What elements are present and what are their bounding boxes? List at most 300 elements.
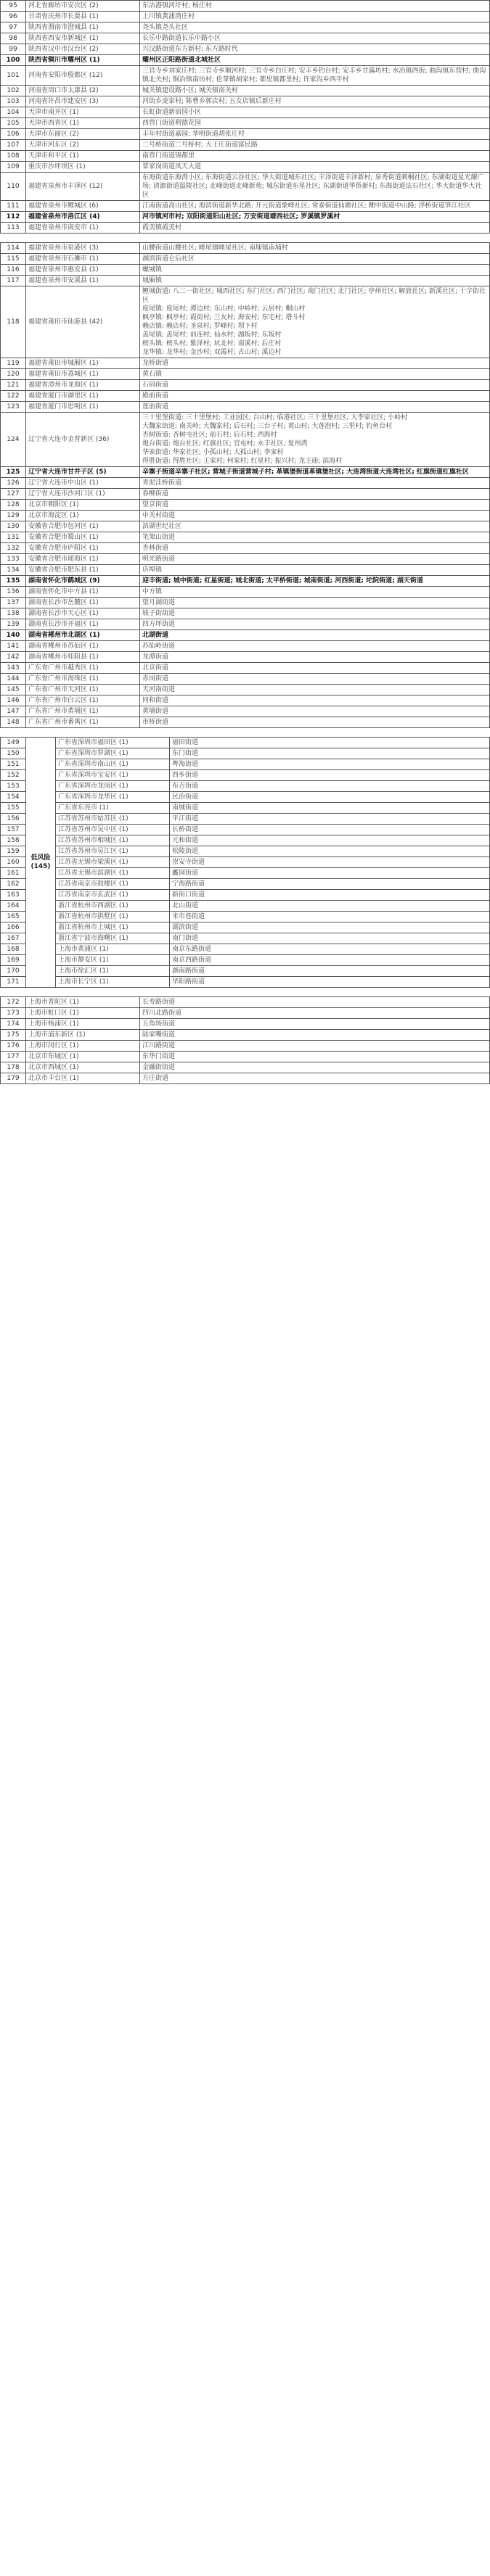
- row-number: 102: [1, 86, 26, 96]
- place-details: 苏仙岭街道: [140, 641, 490, 652]
- area-name: 广东省广州市越秀区 (1): [26, 663, 140, 674]
- row-number: 152: [1, 770, 26, 781]
- place-details: 方庄街道: [140, 1073, 490, 1084]
- row-number: 166: [1, 922, 26, 933]
- area-name: 上海市黄浦区 (1): [56, 944, 170, 955]
- place-details: 五角场街道: [140, 1019, 490, 1030]
- area-name: 江苏省无锡市梁溪区 (1): [56, 857, 170, 868]
- table-row: [1, 630, 490, 641]
- area-name: 浙江省宁波市海曙区 (1): [56, 933, 170, 944]
- table-row: [1, 391, 490, 402]
- row-number: 169: [1, 955, 26, 966]
- table-row: [1, 55, 490, 66]
- area-name: 安徽省合肥市蜀山区 (1): [26, 532, 140, 543]
- area-name: 福建省漳州市龙海区 (1): [26, 380, 140, 391]
- row-number: 114: [1, 243, 26, 254]
- area-name: 安徽省合肥市包河区 (1): [26, 521, 140, 532]
- row-number: 144: [1, 674, 26, 685]
- area-name: 江苏省苏州市吴中区 (1): [56, 825, 170, 835]
- table-row: [1, 1073, 490, 1084]
- place-details: 长桥街道: [170, 825, 490, 835]
- table-row: [1, 706, 490, 717]
- area-name: 广东省深圳市龙岗区 (1): [56, 781, 170, 792]
- area-name: 湖南省长沙市开福区 (1): [26, 619, 140, 630]
- place-details: 耀州区正阳路街道北城社区: [140, 55, 490, 66]
- area-name: 广东省深圳市福田区 (1): [56, 738, 170, 748]
- row-number: 176: [1, 1041, 26, 1052]
- row-number: 106: [1, 129, 26, 140]
- row-number: 136: [1, 587, 26, 598]
- place-details: 北山街道: [170, 901, 490, 912]
- table-row: [1, 467, 490, 478]
- table-row: [1, 402, 490, 413]
- place-details: 南京东路街道: [170, 944, 490, 955]
- place-details: 南城街道: [170, 803, 490, 814]
- row-number: 138: [1, 608, 26, 619]
- area-name: 上海市浦东新区 (1): [26, 1030, 140, 1041]
- place-details: 福田街道: [170, 738, 490, 748]
- area-name: 福建省泉州市石狮市 (1): [26, 254, 140, 265]
- place-details: 天河南街道: [140, 685, 490, 695]
- row-number: 141: [1, 641, 26, 652]
- row-number: 178: [1, 1062, 26, 1073]
- area-name: 福建省泉州市惠安县 (1): [26, 265, 140, 276]
- place-details: 殿前街道: [140, 391, 490, 402]
- table-row: [1, 543, 490, 554]
- table-row: [1, 944, 490, 955]
- table-row: [1, 223, 490, 234]
- row-number: 119: [1, 358, 26, 369]
- place-details: 望京街道: [140, 500, 490, 511]
- area-name: 上海市杨浦区 (1): [26, 1019, 140, 1030]
- table-row: [1, 997, 490, 1008]
- table-row: [1, 554, 490, 565]
- place-details: 城关镇建设路小区; 城关镇南关村: [140, 86, 490, 96]
- table-row: [1, 413, 490, 467]
- area-name: 湖南省怀化市鹤城区 (9): [26, 576, 140, 587]
- place-details: 湖滨街道仑后社区: [140, 254, 490, 265]
- table-row: [1, 868, 490, 879]
- table-row: [1, 66, 490, 86]
- place-details: 中关村街道: [140, 511, 490, 521]
- table-row: [1, 890, 490, 901]
- area-name: 广东省广州市番禺区 (1): [26, 717, 140, 728]
- row-number: 161: [1, 868, 26, 879]
- place-details: 店埠镇: [140, 565, 490, 576]
- place-details: 元和街道: [170, 835, 490, 846]
- area-name: 辽宁省大连市中山区 (1): [26, 478, 140, 489]
- row-number: 168: [1, 944, 26, 955]
- row-number: 99: [1, 44, 26, 55]
- table-row: [1, 685, 490, 695]
- area-name: 江苏省南京市玄武区 (1): [56, 890, 170, 901]
- area-name: 福建省泉州市鲤城区 (6): [26, 201, 140, 212]
- place-details: 东华门街道: [140, 1052, 490, 1062]
- place-details: 黄石镇: [140, 369, 490, 380]
- place-details: 东沽港镇河圩村; 杨庄村: [140, 1, 490, 12]
- area-name: 重庆市沙坪坝区 (1): [26, 162, 140, 173]
- area-name: 广东省深圳市罗湖区 (1): [56, 748, 170, 759]
- risk-table: [0, 737, 490, 988]
- table-row: [1, 511, 490, 521]
- area-name: 湖南省郴州市北湖区 (1): [26, 630, 140, 641]
- place-details: 辛寨子街道辛寨子社区; 营城子街道营城子村; 革镇堡街道革镇堡社区; 大连湾街道大连湾社区; 红旗街道红旗社区: [140, 467, 490, 478]
- place-details: 覃家岗街道凤天大道: [140, 162, 490, 173]
- table-row: [1, 977, 490, 988]
- table-row: [1, 674, 490, 685]
- row-number: 163: [1, 890, 26, 901]
- area-name: 北京市西城区 (1): [26, 1062, 140, 1073]
- row-number: 96: [1, 12, 26, 22]
- table-row: [1, 22, 490, 33]
- table-row: [1, 254, 490, 265]
- table-row: [1, 759, 490, 770]
- area-name: 安徽省合肥市肥东县 (1): [26, 565, 140, 576]
- area-name: 陕西省渭南市澄城县 (1): [26, 22, 140, 33]
- area-name: 湖南省郴州市苏仙区 (1): [26, 641, 140, 652]
- place-details: 中方镇: [140, 587, 490, 598]
- area-name: 江苏省苏州市姑苏区 (1): [56, 814, 170, 825]
- place-details: 兴汉路街道东方新村; 东方路时代: [140, 44, 490, 55]
- table-row: [1, 369, 490, 380]
- row-number: 127: [1, 489, 26, 500]
- area-name: 北京市东城区 (1): [26, 1052, 140, 1062]
- table-row: [1, 933, 490, 944]
- row-number: 173: [1, 1008, 26, 1019]
- area-name: 浙江省杭州市拱墅区 (1): [56, 912, 170, 922]
- table-row: [1, 792, 490, 803]
- area-name: 湖南省怀化市中方县 (1): [26, 587, 140, 598]
- row-number: 108: [1, 151, 26, 162]
- row-number: 149: [1, 738, 26, 748]
- row-number: 177: [1, 1052, 26, 1062]
- place-details: 龙潭街道: [140, 652, 490, 663]
- place-details: 望月湖街道: [140, 598, 490, 608]
- place-details: 新街口街道: [170, 890, 490, 901]
- row-number: 164: [1, 901, 26, 912]
- area-name: 上海市普陀区 (1): [26, 997, 140, 1008]
- place-details: 杏林街道: [140, 543, 490, 554]
- place-details: 三十里堡街道: 三十里堡村; 工业园区; 台山村; 临港社区; 三十里堡社区; 大李家社区; 小岭村 大魏家街道: 南关岭; 大魏家村; 后石村; 三台子村; 黄山村; 大莲泡村; 三里村; 钓鱼台村 杏树街道: 杏树屯社区; 前石村; 后石村; 西海村 炮台街道: 炮台社区; 红旗社区; 官屯村; 永丰社区; 复州湾 华家街道: 华家社区; 小孤山村; 大孤山村; 李家村 得胜街道: 得胜社区; 王家村; 何家村; 红星村; 振兴村; 龙王庙; 滨海村: [140, 413, 490, 467]
- row-number: 154: [1, 792, 26, 803]
- row-number: 162: [1, 879, 26, 890]
- table-row: [1, 140, 490, 151]
- row-number: 122: [1, 391, 26, 402]
- row-number: 124: [1, 413, 26, 467]
- risk-table: [0, 0, 490, 234]
- area-name: 天津市和平区 (1): [26, 151, 140, 162]
- table-row: [1, 598, 490, 608]
- place-details: 三官寺乡刘家庄村; 三官寺乡顺河村; 三官寺乡白庄村; 安丰乡钓台村; 安丰乡甘露坊村; 水冶镇西街; 曲沟镇东营村; 曲沟镇北关村; 铜冶镇南坊村; 伦掌镇胡家村; 都里镇都里村; 许家沟乡西平村: [140, 66, 490, 86]
- area-name: 广东省深圳市南山区 (1): [56, 759, 170, 770]
- row-number: 158: [1, 835, 26, 846]
- place-details: 北湖街道: [140, 630, 490, 641]
- area-name: 上海市虹口区 (1): [26, 1008, 140, 1019]
- table-row: [1, 151, 490, 162]
- table-row: [1, 695, 490, 706]
- place-details: 二号桥街道二号桥村; 大王庄街道富民路: [140, 140, 490, 151]
- row-number: 160: [1, 857, 26, 868]
- table-row: [1, 276, 490, 286]
- area-name: 北京市丰台区 (1): [26, 1073, 140, 1084]
- place-details: 湖滨街道: [170, 922, 490, 933]
- area-name: 福建省莆田市荔城区 (1): [26, 369, 140, 380]
- table-row: [1, 286, 490, 358]
- row-number: 125: [1, 467, 26, 478]
- table-row: [1, 129, 490, 140]
- table-row: [1, 955, 490, 966]
- place-details: 石码街道: [140, 380, 490, 391]
- place-details: 河街乡庞家村; 陈曹乡郭店村; 五女店镇后新庄村: [140, 96, 490, 107]
- row-number: 130: [1, 521, 26, 532]
- place-details: 崇安寺街道: [170, 857, 490, 868]
- place-details: 四川北路街道: [140, 1008, 490, 1019]
- area-name: 福建省泉州市南安市 (1): [26, 223, 140, 234]
- table-row: [1, 803, 490, 814]
- row-number: 97: [1, 22, 26, 33]
- place-details: 西乡街道: [170, 770, 490, 781]
- table-row: [1, 86, 490, 96]
- area-name: 湖南省长沙市岳麓区 (1): [26, 598, 140, 608]
- area-name: 广东省广州市天河区 (1): [26, 685, 140, 695]
- place-details: 东海街道东海湾小区; 东海街道云谷社区; 华大街道城东社区; 丰泽街道丰泽新村; 泉秀街道刺桐社区; 东湖街道星光耀广场; 清源街道温陵社区; 北峰街道北峰新苑; 城东街道东星社区; 东湖街道华侨新村; 东海街道法石社区; 华大街道华大社区: [140, 173, 490, 201]
- table-row: [1, 781, 490, 792]
- area-name: 福建省泉州市安溪县 (1): [26, 276, 140, 286]
- table-row: [1, 44, 490, 55]
- place-details: 迎丰街道; 城中街道; 红星街道; 城北街道; 太平桥街道; 城南街道; 河西街道; 坨院街道; 湖天街道: [140, 576, 490, 587]
- row-number: 137: [1, 598, 26, 608]
- place-details: 湖南路街道: [170, 966, 490, 977]
- place-details: 上川镇黄浦湾庄村: [140, 12, 490, 22]
- table-row: [1, 576, 490, 587]
- row-number: 128: [1, 500, 26, 511]
- row-number: 148: [1, 717, 26, 728]
- area-name: 辽宁省大连市金普新区 (36): [26, 413, 140, 467]
- area-name: 湖南省郴州市桂阳县 (1): [26, 652, 140, 663]
- row-number: 131: [1, 532, 26, 543]
- table-row: [1, 173, 490, 201]
- place-details: 西营门街道利德花园: [140, 118, 490, 129]
- area-name: 广东省深圳市宝安区 (1): [56, 770, 170, 781]
- place-details: 市桥街道: [140, 717, 490, 728]
- area-name: 江苏省苏州市相城区 (1): [56, 835, 170, 846]
- place-details: 江川路街道: [140, 1041, 490, 1052]
- table-row: [1, 1, 490, 12]
- row-number: 146: [1, 695, 26, 706]
- table-row: [1, 521, 490, 532]
- area-name: 福建省泉州市泉港区 (3): [26, 243, 140, 254]
- table-row: [1, 608, 490, 619]
- place-details: 四方坪街道: [140, 619, 490, 630]
- place-details: 民治街道: [170, 792, 490, 803]
- area-name: 福建省莆田市城厢区 (1): [26, 358, 140, 369]
- section-gap: [0, 234, 490, 242]
- place-details: 东门街道: [170, 748, 490, 759]
- place-details: 青泥洼桥街道: [140, 478, 490, 489]
- place-details: 春柳街道: [140, 489, 490, 500]
- table-row: [1, 500, 490, 511]
- row-number: 95: [1, 1, 26, 12]
- table-row: [1, 118, 490, 129]
- table-row: [1, 652, 490, 663]
- row-number: 155: [1, 803, 26, 814]
- table-row: [1, 770, 490, 781]
- table-row: [1, 12, 490, 22]
- place-details: 粤海街道: [170, 759, 490, 770]
- risk-area-list: [0, 0, 490, 1084]
- area-name: 河北省廊坊市安次区 (2): [26, 1, 140, 12]
- place-details: 螺城镇: [140, 265, 490, 276]
- table-row: [1, 1019, 490, 1030]
- row-number: 139: [1, 619, 26, 630]
- row-number: 175: [1, 1030, 26, 1041]
- area-name: 广东省广州市海珠区 (1): [26, 674, 140, 685]
- area-name: 福建省泉州市丰泽区 (12): [26, 173, 140, 201]
- table-row: [1, 825, 490, 835]
- row-number: 170: [1, 966, 26, 977]
- place-details: 长寿路街道: [140, 997, 490, 1008]
- table-row: [1, 857, 490, 868]
- row-number: 104: [1, 107, 26, 118]
- area-name: 广东省东莞市 (1): [56, 803, 170, 814]
- area-name: 北京市海淀区 (1): [26, 511, 140, 521]
- table-row: [1, 1062, 490, 1073]
- table-row: [1, 33, 490, 44]
- area-name: 安徽省合肥市庐阳区 (1): [26, 543, 140, 554]
- place-details: 长虹街道新宿园小区: [140, 107, 490, 118]
- area-name: 上海市闵行区 (1): [26, 1041, 140, 1052]
- table-row: [1, 738, 490, 748]
- table-row: [1, 489, 490, 500]
- row-number: 110: [1, 173, 26, 201]
- row-number: 171: [1, 977, 26, 988]
- place-details: 金融街街道: [140, 1062, 490, 1073]
- area-name: 上海市徐汇区 (1): [56, 966, 170, 977]
- table-row: [1, 922, 490, 933]
- area-name: 河南省周口市太康县 (2): [26, 86, 140, 96]
- place-details: 江南街道高山社区; 海滨街道新华北路; 开元街道象峰社区; 常泰街道仙塘社区; 鲤中街道中山路; 浮桥街道笋江社区: [140, 201, 490, 212]
- place-details: 平江街道: [170, 814, 490, 825]
- table-row: [1, 879, 490, 890]
- row-number: 116: [1, 265, 26, 276]
- row-number: 121: [1, 380, 26, 391]
- area-name: 江苏省无锡市滨湖区 (1): [56, 868, 170, 879]
- place-details: 蠡园街道: [170, 868, 490, 879]
- row-number: 133: [1, 554, 26, 565]
- place-details: 北京街道: [140, 663, 490, 674]
- row-number: 167: [1, 933, 26, 944]
- area-name: 安徽省合肥市瑶海区 (1): [26, 554, 140, 565]
- area-name: 天津市南开区 (1): [26, 107, 140, 118]
- area-name: 陕西省铜川市耀州区 (1): [26, 55, 140, 66]
- place-details: 笔架山街道: [140, 532, 490, 543]
- area-name: 河南省许昌市建安区 (3): [26, 96, 140, 107]
- table-row: [1, 663, 490, 674]
- row-number: 151: [1, 759, 26, 770]
- section-gap: [0, 988, 490, 996]
- area-name: 福建省泉州市洛江区 (4): [26, 212, 140, 223]
- table-row: [1, 201, 490, 212]
- table-row: [1, 243, 490, 254]
- table-row: [1, 358, 490, 369]
- row-number: 112: [1, 212, 26, 223]
- area-name: 江苏省南京市鼓楼区 (1): [56, 879, 170, 890]
- area-name: 福建省厦门市湖里区 (1): [26, 391, 140, 402]
- area-name: 辽宁省大连市甘井子区 (5): [26, 467, 140, 478]
- table-row: [1, 619, 490, 630]
- place-details: 滨湖世纪社区: [140, 521, 490, 532]
- area-name: 广东省广州市黄埔区 (1): [26, 706, 140, 717]
- place-details: 南营门街道锦都里: [140, 151, 490, 162]
- table-row: [1, 587, 490, 598]
- area-name: 上海市静安区 (1): [56, 955, 170, 966]
- table-row: [1, 814, 490, 825]
- table-row: [1, 912, 490, 922]
- area-name: 北京市朝阳区 (1): [26, 500, 140, 511]
- row-number: 153: [1, 781, 26, 792]
- row-number: 109: [1, 162, 26, 173]
- place-details: 布吉街道: [170, 781, 490, 792]
- row-number: 156: [1, 814, 26, 825]
- table-row: [1, 1030, 490, 1041]
- place-details: 明光路街道: [140, 554, 490, 565]
- table-row: [1, 1008, 490, 1019]
- table-row: [1, 641, 490, 652]
- area-name: 福建省莆田市仙游县 (42): [26, 286, 140, 358]
- place-details: 宁海路街道: [170, 879, 490, 890]
- row-number: 117: [1, 276, 26, 286]
- place-details: 米市巷街道: [170, 912, 490, 922]
- row-number: 126: [1, 478, 26, 489]
- place-details: 华阳路街道: [170, 977, 490, 988]
- row-number: 147: [1, 706, 26, 717]
- row-number: 150: [1, 748, 26, 759]
- row-number: 142: [1, 652, 26, 663]
- area-name: 广东省广州市白云区 (1): [26, 695, 140, 706]
- row-number: 101: [1, 66, 26, 86]
- row-number: 123: [1, 402, 26, 413]
- risk-level-label: 低风险 (145): [26, 738, 56, 988]
- row-number: 134: [1, 565, 26, 576]
- row-number: 129: [1, 511, 26, 521]
- row-number: 105: [1, 118, 26, 129]
- area-name: 天津市西青区 (1): [26, 118, 140, 129]
- table-row: [1, 532, 490, 543]
- place-details: 莲前街道: [140, 402, 490, 413]
- row-number: 157: [1, 825, 26, 835]
- row-number: 115: [1, 254, 26, 265]
- area-name: 江苏省苏州市吴江区 (1): [56, 846, 170, 857]
- table-row: [1, 835, 490, 846]
- row-number: 113: [1, 223, 26, 234]
- row-number: 165: [1, 912, 26, 922]
- row-number: 140: [1, 630, 26, 641]
- table-row: [1, 1052, 490, 1062]
- row-number: 103: [1, 96, 26, 107]
- place-details: 赤岗街道: [140, 674, 490, 685]
- row-number: 118: [1, 286, 26, 358]
- area-name: 广东省深圳市龙华区 (1): [56, 792, 170, 803]
- area-name: 浙江省杭州市西湖区 (1): [56, 901, 170, 912]
- area-name: 福建省厦门市思明区 (1): [26, 402, 140, 413]
- area-name: 辽宁省大连市沙河口区 (1): [26, 489, 140, 500]
- area-name: 天津市东丽区 (2): [26, 129, 140, 140]
- area-name: 湖南省长沙市天心区 (1): [26, 608, 140, 619]
- place-details: 城厢镇: [140, 276, 490, 286]
- area-name: 甘肃省庆州市长要县 (1): [26, 12, 140, 22]
- row-number: 135: [1, 576, 26, 587]
- table-row: [1, 901, 490, 912]
